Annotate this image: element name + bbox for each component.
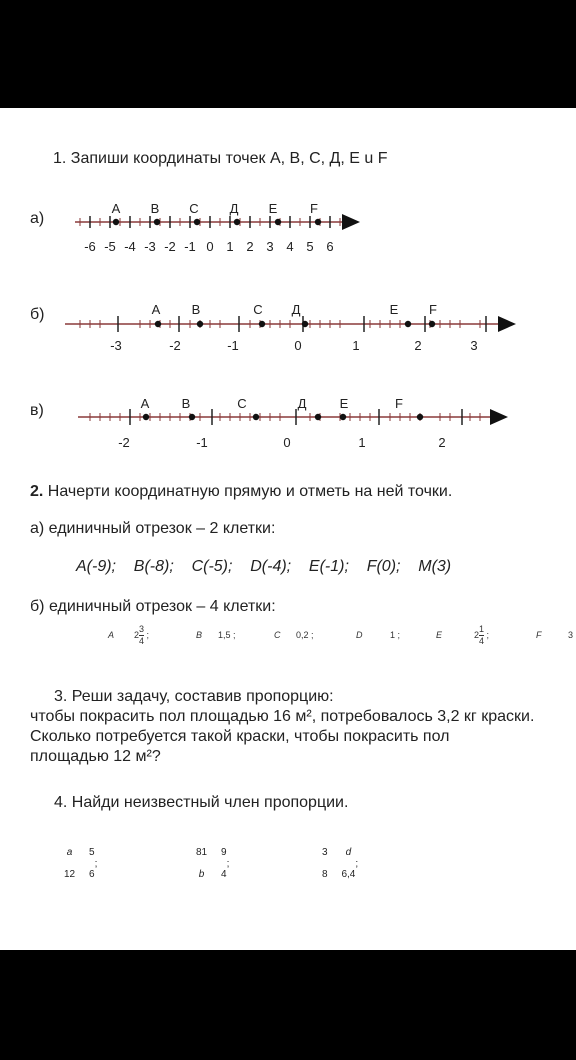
b-point-e-whole: 2: [474, 629, 480, 640]
tick-label: -2: [169, 338, 181, 353]
p3-den-1: 8: [322, 869, 328, 880]
point-dot: [417, 414, 423, 420]
point-dot: [189, 414, 195, 420]
b-point-e-name: E: [436, 630, 443, 640]
task2-title: [30, 483, 452, 501]
tick-label: 0: [283, 435, 291, 450]
p2-sep: ;: [226, 858, 230, 870]
tick-label: -4: [124, 239, 136, 254]
p3-num-1: 3: [322, 847, 328, 858]
tick-label: -3: [144, 239, 156, 254]
b-point-e-den: 4: [479, 636, 485, 646]
proportion-3: [322, 846, 358, 882]
p1-sep: ;: [94, 858, 98, 870]
b-point-a-name: A: [108, 630, 115, 640]
tick-label: 3: [470, 338, 478, 353]
tick-label: -2: [164, 239, 176, 254]
tick-label: -1: [196, 435, 208, 450]
b-point-a-sep: ;: [146, 629, 150, 640]
point-dot: [405, 321, 411, 327]
task3-line2: чтобы покрасить пол площадью 16 м², потребовалось 3,2 кг краски.: [30, 708, 535, 725]
proportion-2: [196, 846, 229, 882]
line-a-label: а): [30, 210, 45, 227]
b-point-a-num: 3: [139, 624, 145, 634]
p2-num-1: 81: [196, 847, 208, 858]
tick-label: -3: [110, 338, 122, 353]
b-point-c-name: C: [274, 630, 281, 640]
p3-den-2: 6,4: [341, 869, 356, 880]
tick-label: 6: [326, 239, 334, 254]
point-dot: [143, 414, 149, 420]
point-b-item: B(-8);: [133, 558, 174, 575]
tick-label: 2: [414, 338, 422, 353]
point-dot: [340, 414, 346, 420]
task3-title: 3. Реши задачу, составив пропорцию:: [54, 688, 334, 705]
tick-label: 4: [286, 239, 294, 254]
task2-b-label: б) единичный отрезок – 4 клетки:: [30, 598, 276, 615]
p1-num-2: 5: [89, 847, 95, 858]
point-label: F: [395, 396, 403, 411]
axis-arrow: [490, 409, 508, 425]
point-label: С: [189, 201, 199, 216]
point-label: В: [191, 302, 201, 317]
point-dot: [275, 219, 281, 225]
tick-label: 0: [206, 239, 214, 254]
point-dot: [315, 414, 321, 420]
tick-label: 0: [294, 338, 302, 353]
axis-arrow: [342, 214, 360, 230]
point-a-item: A(-9);: [76, 558, 116, 575]
tick-label: 5: [306, 239, 314, 254]
b-point-d-name: D: [356, 630, 363, 640]
p2-num-2: 9: [221, 847, 227, 858]
proportion-2-left: [196, 846, 207, 882]
tick-label: 2: [246, 239, 254, 254]
p1-den-2: 6: [89, 869, 95, 880]
point-label: Д: [229, 201, 239, 216]
task2-a-label: а) единичный отрезок – 2 клетки:: [30, 520, 276, 537]
task2-a-points: [76, 558, 451, 576]
b-point-e-fraction: [479, 624, 484, 647]
b-point-a-whole: 2: [134, 629, 140, 640]
point-dot: [253, 414, 259, 420]
proportion-1: [64, 846, 97, 882]
proportion-3-left: [322, 846, 328, 882]
tick-label: 1: [226, 239, 234, 254]
point-dot: [234, 219, 240, 225]
b-point-f-name: F: [536, 630, 542, 640]
p1-num-1: a: [66, 847, 73, 858]
point-label: В: [150, 201, 160, 216]
proportion-3-right: [341, 846, 355, 882]
point-m-item: M(3): [418, 558, 452, 575]
point-label: С: [237, 396, 247, 411]
point-label: С: [253, 302, 263, 317]
b-point-a-value: [134, 624, 149, 647]
point-label: А: [111, 201, 121, 216]
point-label: В: [181, 396, 191, 411]
point-label: Е: [268, 201, 278, 216]
task1-title: 1. Запиши координаты точек А, В, С, Д, Е u F: [53, 150, 388, 167]
tick-label: -6: [84, 239, 96, 254]
point-c-item: C(-5);: [191, 558, 233, 575]
task4-title: 4. Найди неизвестный член пропорции.: [54, 794, 349, 811]
point-dot: [154, 219, 160, 225]
tick-label: -5: [104, 239, 116, 254]
point-label: Е: [389, 302, 399, 317]
point-label: А: [151, 302, 161, 317]
p3-sep: ;: [355, 858, 359, 870]
point-dot: [197, 321, 203, 327]
task3-line3: Сколько потребуется такой краски, чтобы покрасить пол: [30, 728, 450, 745]
b-point-f-value: 3: [568, 630, 574, 640]
axis-arrow: [498, 316, 516, 332]
point-label: А: [140, 396, 150, 411]
tick-label: -1: [227, 338, 239, 353]
point-dot: [113, 219, 119, 225]
point-dot: [315, 219, 321, 225]
b-point-e-num: 1: [479, 624, 485, 634]
point-dot: [429, 321, 435, 327]
b-point-c-value: 0,2 ;: [296, 630, 314, 640]
number-line-a: [0, 178, 576, 258]
task2-text: Начерти координатную прямую и отметь на ней точки.: [47, 483, 453, 500]
b-point-a-fraction: [139, 624, 144, 647]
b-point-d-value: 1 ;: [390, 630, 401, 640]
tick-label: 1: [358, 435, 366, 450]
p1-den-1: 12: [64, 869, 76, 880]
tick-label: -2: [118, 435, 130, 450]
tick-label: 2: [438, 435, 446, 450]
point-label: F: [310, 201, 318, 216]
number-line-c: [0, 373, 576, 453]
task3-line4: площадью 12 м²?: [30, 748, 161, 765]
tick-label: 3: [266, 239, 274, 254]
b-point-e-sep: ;: [486, 629, 490, 640]
b-point-b-name: B: [196, 630, 203, 640]
point-dot: [302, 321, 308, 327]
point-d-item: D(-4);: [250, 558, 292, 575]
point-label: F: [429, 302, 437, 317]
point-label: Д: [291, 302, 301, 317]
point-dot: [259, 321, 265, 327]
line-c-label: в): [30, 402, 44, 419]
b-point-b-value: 1,5 ;: [218, 630, 236, 640]
p2-den-2: 4: [221, 869, 227, 880]
tick-label: -1: [184, 239, 196, 254]
point-label: Д: [297, 396, 307, 411]
worksheet-page: [0, 108, 576, 950]
task2-number: 2.: [30, 483, 44, 500]
tick-label: 1: [352, 338, 360, 353]
proportion-1-left: [64, 846, 75, 882]
b-point-e-value: [474, 624, 489, 647]
point-e-item: E(-1);: [308, 558, 349, 575]
point-label: Е: [339, 396, 349, 411]
p3-num-2: d: [345, 847, 352, 858]
point-f-item: F(0);: [366, 558, 401, 575]
p2-den-1: b: [198, 869, 205, 880]
number-line-b: [0, 278, 576, 358]
point-dot: [155, 321, 161, 327]
line-b-label: б): [30, 306, 45, 323]
b-point-a-den: 4: [139, 636, 145, 646]
point-dot: [194, 219, 200, 225]
